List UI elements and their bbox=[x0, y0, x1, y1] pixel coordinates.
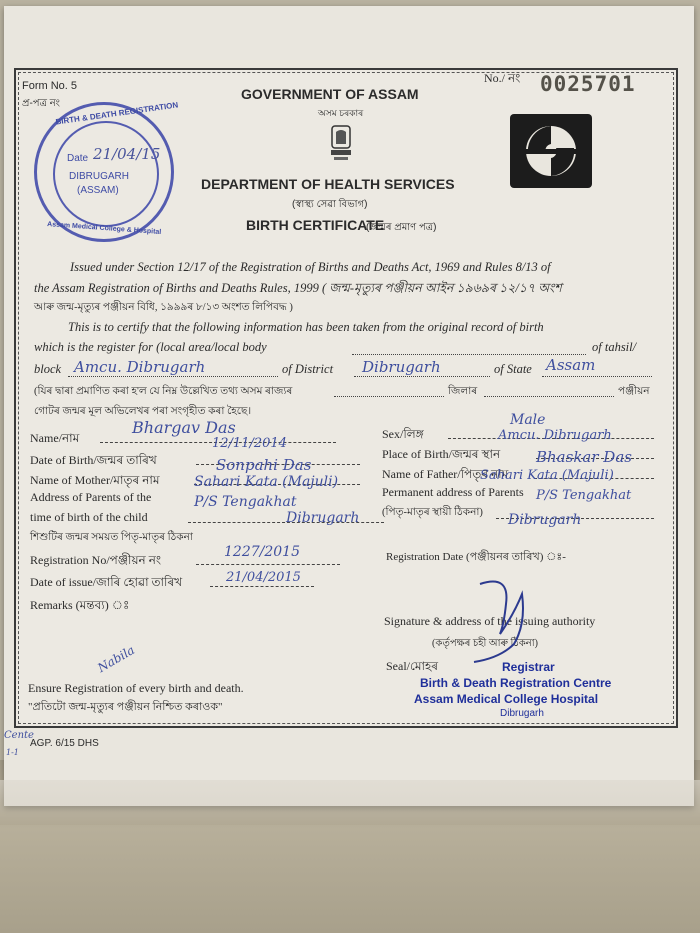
print-code: AGP. 6/15 DHS bbox=[30, 738, 99, 749]
remarks-label: Remarks (মন্তব্য) ঃ bbox=[30, 598, 130, 612]
block-value: Amcu. Dibrugarh bbox=[74, 358, 206, 376]
seal-date-value: 21/04/15 bbox=[93, 145, 161, 163]
signature-label-bn: (কৰ্তৃপক্ষৰ চহী আৰু ঠিকনা) bbox=[432, 638, 538, 649]
issue-label: Date of issue/জাৰি হোৱা তাৰিখ bbox=[30, 575, 183, 589]
address-label-1: Address of Parents of the bbox=[30, 490, 152, 504]
unit-bn-blank bbox=[484, 396, 614, 397]
address-value-3: Dibrugarh bbox=[286, 510, 360, 526]
cert-title: BIRTH CERTIFICATE bbox=[246, 217, 385, 233]
pob-value: Amcu. Dibrugarh bbox=[498, 428, 612, 443]
gov-title-bn: অসম চৰকাৰ bbox=[318, 108, 364, 118]
intro-line-6a: block bbox=[34, 362, 62, 376]
state-value: Assam bbox=[546, 356, 596, 374]
intro-line-7b: জিলাৰ bbox=[448, 386, 478, 397]
address-value-1: Sahari Kata (Majuli) bbox=[194, 474, 339, 490]
signature-label: Signature & address of the issuing authority bbox=[384, 614, 596, 628]
block-blank bbox=[68, 376, 278, 377]
health-logo-icon bbox=[510, 114, 592, 188]
corner-note-2: 1-1 bbox=[6, 748, 19, 757]
perm-value-1: Sahari Kata (Majuli) bbox=[480, 468, 614, 483]
stamp-line-3: Assam Medical College Hospital bbox=[414, 692, 599, 706]
address-label-bn: শিশুটিৰ জন্মৰ সময়ত পিতৃ-মাতৃৰ ঠিকনা bbox=[30, 532, 193, 543]
state-emblem-icon bbox=[328, 124, 354, 164]
dob-value: 12/11/2014 bbox=[212, 436, 287, 451]
intro-line-6c: of State bbox=[494, 362, 532, 376]
reg-date-label: Registration Date (পঞ্জীয়নৰ তাৰিখ) ঃ- bbox=[386, 551, 566, 563]
perm-value-3: Dibrugarh bbox=[508, 512, 582, 528]
serial-label: No./ নং bbox=[484, 71, 521, 85]
lamination-edge bbox=[0, 780, 700, 825]
intro-line-1: Issued under Section 12/17 of the Registration of Births and Deaths Act, 1969 and Rules 8/13 of bbox=[70, 260, 551, 274]
serial-number: 0025701 bbox=[540, 72, 636, 96]
seal-state: (ASSAM) bbox=[77, 185, 119, 196]
pob-label: Place of Birth/জন্মৰ স্থান bbox=[382, 447, 501, 461]
perm-value-2: P/S Tengakhat bbox=[536, 488, 632, 503]
state-blank bbox=[542, 376, 652, 377]
stamp-line-2: Birth & Death Registration Centre bbox=[420, 676, 612, 690]
stamp-line-1: Registrar bbox=[502, 660, 555, 674]
reg-no-value: 1227/2015 bbox=[224, 544, 300, 560]
address-value-2: P/S Tengakhat bbox=[194, 494, 297, 510]
seal-date-label: Date bbox=[67, 153, 89, 164]
intro-line-8: গোটৰ জন্মৰ মূল অভিলেখৰ পৰা সংগৃহীত কৰা হৈছে। bbox=[34, 406, 252, 417]
sign-note: Nabila bbox=[95, 642, 137, 676]
seal-city: DIBRUGARH bbox=[69, 171, 130, 182]
intro-line-4: This is to certify that the following information has been taken from the original record of birth bbox=[68, 320, 544, 334]
mother-label: Name of Mother/মাতৃৰ নাম bbox=[30, 473, 160, 487]
form-number-bn: প্ৰ-পত্ৰ নং bbox=[22, 98, 60, 109]
father-value: Bhaskar Das bbox=[536, 448, 632, 466]
signature-scribble bbox=[470, 574, 550, 666]
intro-line-3: আৰু জন্ম-মৃত্যুৰ পঞ্জীয়ন বিধি, ১৯৯৯ৰ ৮/১৩ অংশত লিপিবদ্ধ ) bbox=[34, 302, 293, 313]
address-label-2: time of birth of the child bbox=[30, 510, 148, 524]
intro-line-6b: of District bbox=[282, 362, 334, 376]
form-number: Form No. 5 bbox=[22, 80, 78, 92]
corner-note: Cente bbox=[4, 730, 34, 741]
health-logo-mark bbox=[510, 114, 592, 188]
issue-line bbox=[210, 586, 314, 587]
intro-line-5a: which is the register for (local area/local body bbox=[34, 340, 267, 354]
reg-no-line bbox=[196, 564, 340, 565]
ensure-registration-bn: "প্ৰতিটো জন্ম-মৃত্যুৰ পঞ্জীয়ন নিশ্চিত কৰাওক" bbox=[28, 701, 223, 713]
intro-line-7c: পঞ্জীয়ন bbox=[618, 386, 650, 397]
gov-title: GOVERNMENT OF ASSAM bbox=[241, 86, 419, 102]
perm-label-2: (পিতৃ-মাতৃৰ স্থায়ী ঠিকনা) bbox=[382, 507, 483, 518]
intro-line-2: the Assam Registration of Births and Deaths Rules, 1999 ( জন্ম-মৃত্যুৰ পঞ্জীয়ন আইন ১৯৬৯ৰ ১২/১৭ অংশ bbox=[34, 281, 562, 295]
reg-no-label: Registration No/পঞ্জীয়ন নং bbox=[30, 553, 162, 567]
district-blank bbox=[354, 376, 490, 377]
seal-ring-text: BIRTH & DEATH REGISTRATION bbox=[54, 100, 179, 127]
name-value: Bhargav Das bbox=[132, 418, 236, 437]
intro-line-5b: of tahsil/ bbox=[592, 340, 637, 354]
local-area-blank bbox=[352, 354, 586, 355]
seal-ring-text-bottom: Assam Medical College & Hospital bbox=[46, 221, 162, 236]
cert-title-bn: (জন্মৰ প্ৰমাণ পত্ৰ) bbox=[366, 222, 437, 233]
seal-label: Seal/মোহৰ bbox=[386, 659, 439, 673]
dept-title: DEPARTMENT OF HEALTH SERVICES bbox=[201, 176, 455, 192]
district-bn-blank bbox=[334, 396, 444, 397]
dept-title-bn: (স্বাস্থ্য সেৱা বিভাগ) bbox=[292, 199, 368, 210]
name-label: Name/নাম bbox=[30, 431, 80, 445]
sex-value: Male bbox=[510, 412, 546, 428]
mother-value: Sonpahi Das bbox=[216, 456, 312, 474]
issue-value: 21/04/2015 bbox=[226, 570, 301, 585]
district-value: Dibrugarh bbox=[362, 358, 441, 376]
father-label: Name of Father/পিতৃৰ নাম bbox=[382, 467, 509, 481]
sex-label: Sex/লিঙ্গ bbox=[382, 427, 424, 441]
ensure-registration: Ensure Registration of every birth and death. bbox=[28, 681, 244, 695]
dob-label: Date of Birth/জন্মৰ তাৰিখ bbox=[30, 453, 157, 467]
perm-label-1: Permanent address of Parents bbox=[382, 485, 524, 499]
stamp-line-4: Dibrugarh bbox=[500, 708, 544, 719]
intro-line-7: (যিৰ দ্বাৰা প্ৰমাণিত কৰা হ'ল যে নিম্ন উল্লেখিত তথ্য অসম ৰাজ্যৰ bbox=[34, 386, 293, 397]
